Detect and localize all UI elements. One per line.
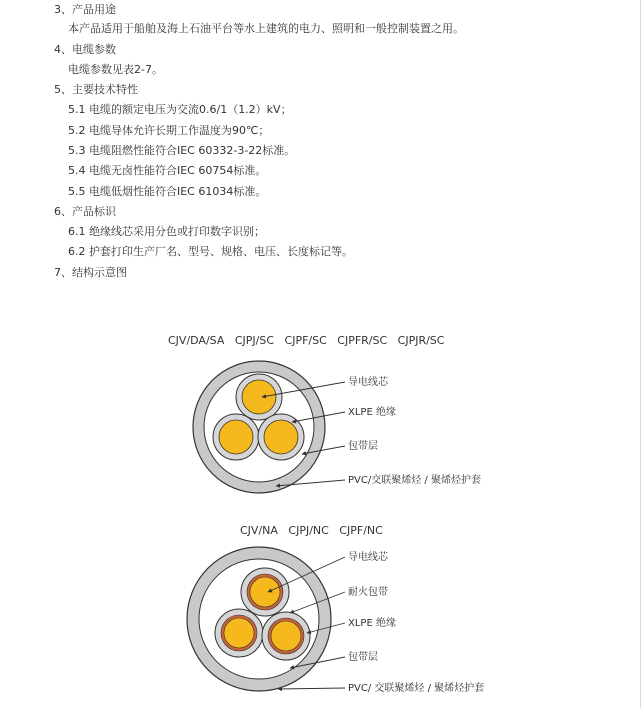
section-5-item: 5.5 电缆低烟性能符合IEC 61034标准。 [68,185,267,198]
section-5-item: 5.4 电缆无卤性能符合IEC 60754标准。 [68,164,267,177]
section-7-title: 7、结构示意图 [54,266,127,279]
section-5-title: 5、主要技术特性 [54,83,138,96]
section-4-title: 4、电缆参数 [54,43,116,56]
section-5-item: 5.3 电缆阻燃性能符合IEC 60332-3-22标准。 [68,144,296,157]
diagram-2-conductor-icon [250,577,280,607]
section-5-item: 5.2 电缆导体允许长期工作温度为90℃； [68,124,270,137]
diagram-1-conductor-icon [219,420,253,454]
diagram-1-label-tape: 包带层 [348,441,378,452]
page-frame-edge [640,0,641,708]
diagram-2-conductor-icon [224,618,254,648]
diagram-2-label-sheath: PVC/ 交联聚烯烃 / 聚烯烃护套 [348,683,485,694]
diagram-1-label-sheath: PVC/交联聚烯烃 / 聚烯烃护套 [348,475,481,486]
diagram-2-label-fire-tape: 耐火包带 [348,587,388,598]
diagram-1-label-insulation: XLPE 绝缘 [348,407,396,418]
diagram-1-cross-section [193,361,325,493]
section-6-title: 6、产品标识 [54,205,116,218]
section-6-item: 6.1 绝缘线芯采用分色或打印数字识别； [68,225,265,238]
diagram-1-label-conductor: 导电线芯 [348,377,388,388]
section-5-item: 5.1 电缆的额定电压为交流0.6/1（1.2）kV； [68,103,292,116]
section-6-item: 6.2 护套打印生产厂名、型号、规格、电压、长度标记等。 [68,245,353,258]
diagram-2-models: CJV/NA CJPJ/NC CJPF/NC [240,524,383,537]
diagram-2-conductor-icon [271,621,301,651]
section-4-body: 电缆参数见表2-7。 [68,63,163,76]
section-3-title: 3、产品用途 [54,3,116,16]
diagram-1-models: CJV/DA/SA CJPJ/SC CJPF/SC CJPFR/SC CJPJR/SC [168,334,445,347]
section-3-body: 本产品适用于船舶及海上石油平台等水上建筑的电力、照明和一般控制装置之用。 [68,22,464,35]
diagram-2-label-tape: 包带层 [348,652,378,663]
diagram-1-conductor-icon [242,380,276,414]
diagram-2-label-insulation: XLPE 绝缘 [348,618,396,629]
diagram-2-label-conductor: 导电线芯 [348,552,388,563]
diagram-2-cross-section [187,547,331,691]
diagram-1-conductor-icon [264,420,298,454]
